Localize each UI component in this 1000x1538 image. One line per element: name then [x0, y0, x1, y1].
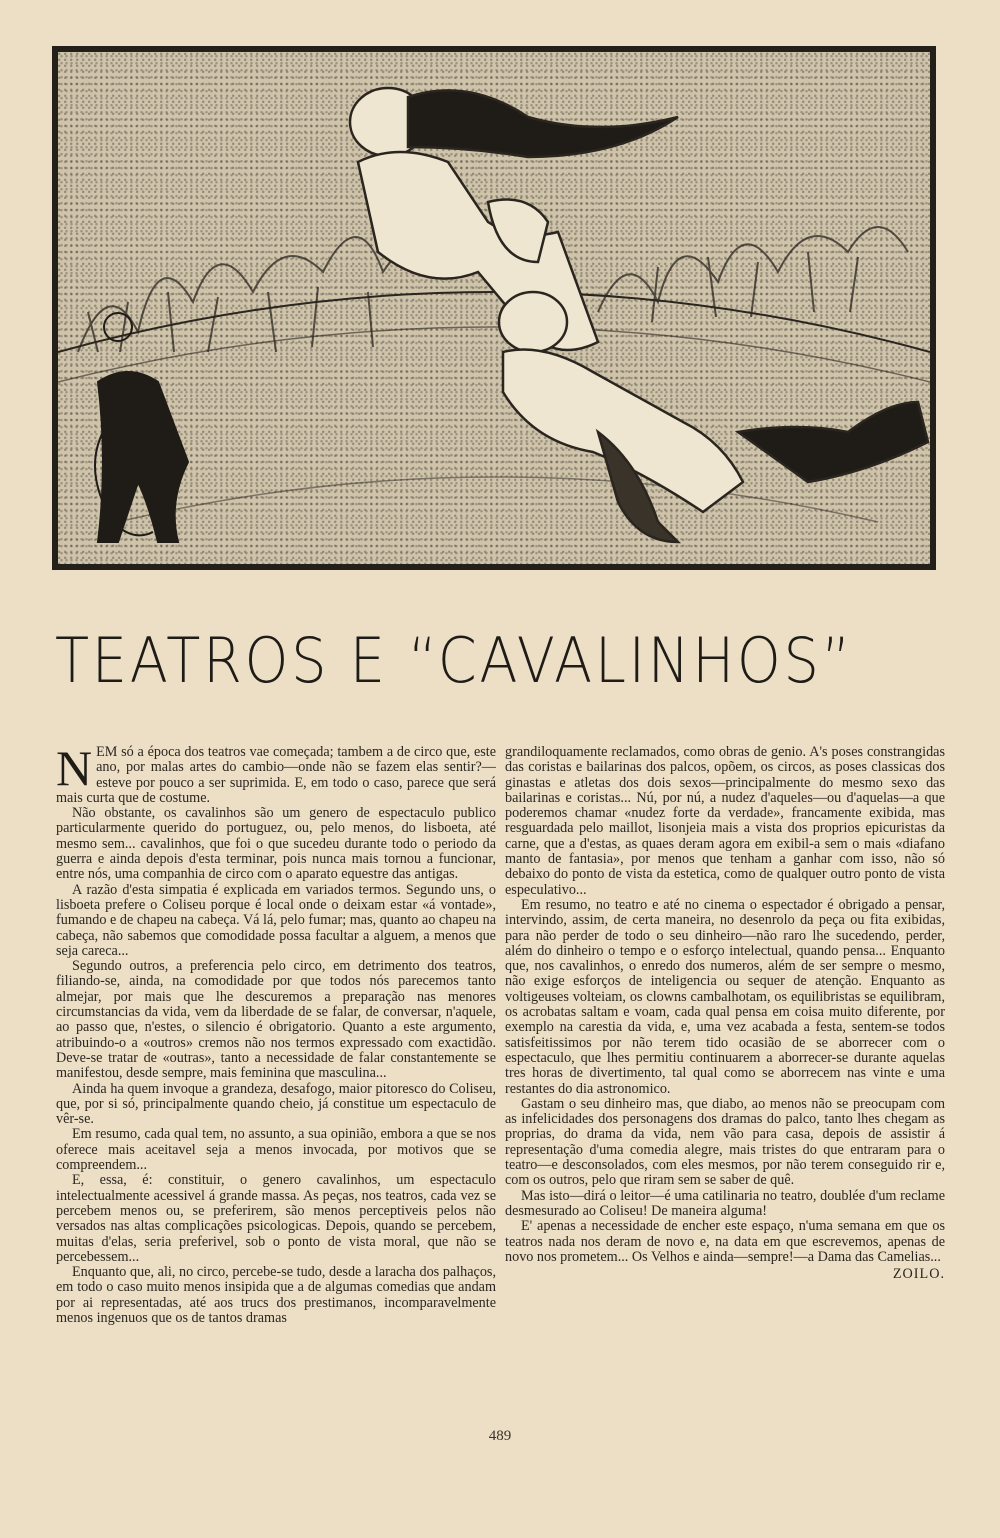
paragraph: NEM só a época dos teatros vae começada; tambem a de circo que, este ano, por malas artes do cambio—onde não se fazem elas sentir?—esteve por pouco a ser suprimida. E, em todo o caso, parece que será mais curta que de costume.	[56, 745, 496, 806]
drop-cap: N	[56, 745, 93, 796]
article-column-left	[56, 745, 496, 1425]
article-column-right	[505, 745, 945, 1425]
paragraph: Segundo outros, a preferencia pelo circo, em detrimento dos teatros, filiando-se, ainda, na comodidade por que todos nós parecemos tanto almejar, por mais que lhe descuremos a preparação nas menores circumstancias da vida, vem da liberdade de se falar, de conversar, n'aquele, ao passo que, n'estes, o silencio é obrigatorio. Quanto a este argumento, atribuindo-o a «outros» cremos não nos termos expressado com exactidão. Deve-se tratar de «outras», tanto a necessidade de falar constantemente se manifestou, desde sempre, mais feminina que masculina...	[56, 958, 496, 1082]
circus-illustration	[52, 46, 936, 570]
paragraph: E' apenas a necessidade de encher este espaço, n'uma semana em que os teatros nada nos deram de novo e, na data em que escrevemos, apenas de novo nos prometem... Os Velhos e ainda—sempre!—a Dama das Camelias...	[505, 1218, 945, 1265]
paragraph: E, essa, é: constituir, o genero cavalinhos, um espectaculo intelectualmente acessivel á grande massa. As peças, nos teatros, cada vez se percebem menos ou, se preferirem, são menos perceptiveis pelos não versados nas altas complicações psicologicas. Depois, quando se percebem, muitas d'elas, seria preferivel, sob o ponto de vista moral, que não se percebessem...	[56, 1172, 496, 1265]
paragraph: Enquanto que, ali, no circo, percebe-se tudo, desde a laracha dos palhaços, em todo o caso muito menos insipida que a de algumas comedias que andam por ai representadas, até aos trucs dos prestimanos, incomparavelmente menos ingenuos que os de tantos dramas	[56, 1264, 496, 1326]
paragraph: Gastam o seu dinheiro mas, que diabo, ao menos não se preocupam com as infelicidades dos personagens dos dramas do palco, tanto lhes chegam as proprias, do drama da vida, nem vão para casa, depois de assistir á representação d'uma comedia alegre, mais tristes do que entraram para o teatro—e desconsolados, com eles mesmos, por não terem conseguido rir e, com os outros, pelo que riram sem se saber de quê.	[505, 1095, 945, 1189]
circus-drawing	[58, 52, 930, 564]
paragraph: Não obstante, os cavalinhos são um genero de espectaculo publico particularmente querido do portuguez, ou, pelo menos, do lisboeta, até mesmo sem... cavalinhos, que foi o que sucedeu durante todo o periodo da guerra e ainda depois d'esta terminar, pois nunca mais tornou a funcionar, entre nós, uma companhia de circo com o aparato equestre das antigas.	[56, 805, 496, 883]
paragraph: Em resumo, cada qual tem, no assunto, a sua opinião, embora a que se nos oferece mais aceitavel seja a menos invocada, por motivos que se compreendem...	[56, 1126, 496, 1174]
paragraph: Em resumo, no teatro e até no cinema o espectador é obrigado a pensar, intervindo, assim, de certa maneira, no desenrolo da peça ou fita exibidas, para não perder de todo o seu dinheiro—não raro lhe sucedendo, perder, além do dinheiro o tempo e o esforço intelectual, quando pensa... Enquanto que, nos cavalinhos, o enredo dos numeros, além de ser sempre o mesmo, não exige esforços de inteligencia ou sequer de atenção. Enquanto as voltigeuses volteiam, os clowns cambalhotam, os equilibristas se equilibram, os acrobatas saltam e voam, cada qual pensa em coisa muito diferente, por exemplo na carestia da vida, e, uma vez acabada a festa, sentem-se todos satisfeitissimos por não terem tido ocasião de se aborrecer com o espectaculo, que lhes permitiu continuarem a aborrecer-se durante aquelas tres horas de divertimento, tal qual como se aborrecem nas vinte e uma restantes do dia astronomico.	[505, 896, 945, 1097]
paragraph: Ainda ha quem invoque a grandeza, desafogo, maior pitoresco do Coliseu, que, por si só, principalmente quando cheio, já constitue um espectaculo de vêr-se.	[56, 1080, 496, 1128]
author-signature: ZOILO.	[892, 1266, 945, 1283]
paragraph: A razão d'esta simpatia é explicada em variados termos. Segundo uns, o lisboeta prefere o Coliseu porque é local onde o deixam estar «á vontade», fumando e de chapeu na cabeça. Vá lá, pelo fumar; mas, quanto ao chapeu na cabeça, não sabemos que comodidade possa facultar a alguem, a menos que seja careca...	[56, 881, 496, 959]
article-title: TEATROS E “CAVALINHOS”	[55, 624, 854, 697]
paragraph: grandiloquamente reclamados, como obras de genio. A's poses constrangidas das coristas e bailarinas dos palcos, opõem, os circos, as poses classicas dos ginastas e atletas dos dois sexos—principalmente do mesmo sexo das bailarinas e coristas... Nú, por nú, a nudez d'aqueles—ou d'aquelas—a que poderemos chamar «nudez forte da verdade», francamente exibida, mas resguardada pelo maillot, lisonjeia mais a vista dos proprios epicuristas da carne, que a d'estas, as quaes deram agora em exibil-a sem o mais «diafano manto de fantasia», por menos que tenham a ganhar com isso, não só debaixo do ponto de vista da estetica, como de qualquer outro ponto de vista especulativo...	[505, 745, 945, 898]
paragraph: Mas isto—dirá o leitor—é uma catilinaria no teatro, doublée d'um reclame desmesurado ao Coliseu! De maneira alguma!	[505, 1187, 945, 1219]
page-number: 489	[488, 1428, 512, 1444]
